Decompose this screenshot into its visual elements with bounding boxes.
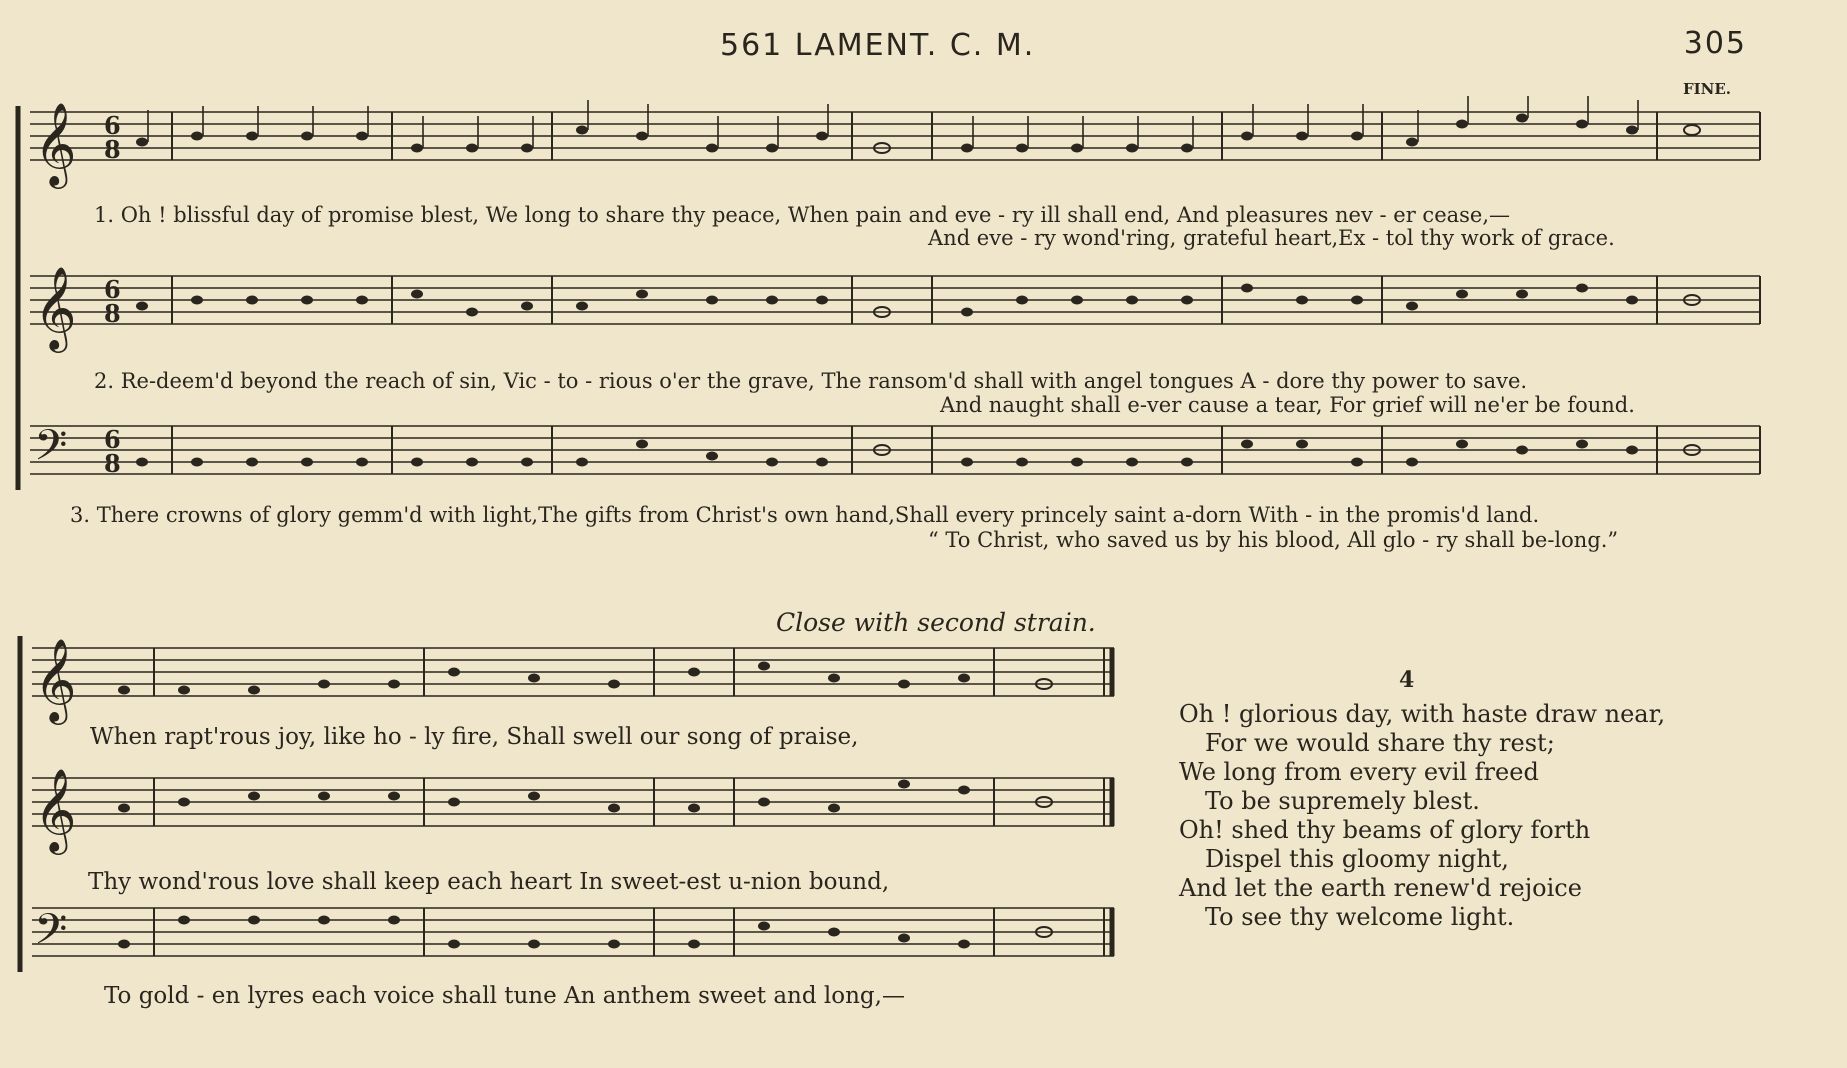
treble-staff-2	[30, 276, 1760, 324]
system-2-lyric-line-3: To gold - en lyres each voice shall tune An anthem sweet and long,—	[104, 983, 905, 1009]
performance-direction: Close with second strain.	[776, 608, 1096, 637]
staff-system-1	[12, 96, 1772, 496]
verse-1-line-2: And eve - ry wond'ring, grateful heart,Ex - tol thy work of grace.	[928, 226, 1615, 250]
bass-staff	[32, 908, 1114, 956]
svg-text:8: 8	[104, 449, 121, 478]
verse-1-line-1: 1. Oh ! blissful day of promise blest, We long to share thy peace, When pain and eve - ry ill shall end, And pleasures nev - er cease,—	[94, 203, 1511, 227]
treble-clef-icon: 𝄞	[34, 637, 77, 721]
svg-text:8: 8	[104, 299, 121, 328]
bass-clef-icon: 𝄢	[34, 421, 68, 481]
fine-mark: FINE.	[1683, 80, 1732, 98]
stanza-line: We long from every evil freed	[1179, 758, 1539, 786]
treble-clef-icon: 𝄞	[34, 101, 77, 185]
treble-clef-icon: 𝄞	[34, 265, 77, 349]
hymn-title: 561 LAMENT. C. M.	[720, 28, 1036, 63]
stanza-4	[1179, 700, 1665, 932]
svg-text:8: 8	[104, 135, 121, 164]
stanza-line: Oh! shed thy beams of glory forth	[1179, 816, 1591, 844]
treble-staff-1	[30, 112, 1760, 160]
svg-text:6: 6	[104, 275, 121, 304]
system-2-lyric-line-1: When rapt'rous joy, like ho - ly fire, Shall swell our song of praise,	[90, 724, 859, 750]
verse-3-line-2: “ To Christ, who saved us by his blood, All glo - ry shall be-long.”	[928, 528, 1619, 552]
bass-clef-icon: 𝄢	[34, 905, 68, 965]
note-heads	[118, 662, 1052, 949]
treble-staff-2	[32, 778, 1114, 826]
stanza-line: Dispel this gloomy night,	[1205, 845, 1509, 873]
bass-staff	[30, 426, 1760, 474]
stanza-line: To see thy welcome light.	[1205, 903, 1515, 931]
stanza-line: For we would share thy rest;	[1205, 729, 1555, 757]
svg-text:6: 6	[104, 425, 121, 454]
svg-text:6: 6	[104, 111, 121, 140]
staff-system-2	[14, 636, 1124, 976]
verse-2-line-1: 2. Re-deem'd beyond the reach of sin, Vic - to - rious o'er the grave, The ransom'd shall with angel tongues A - dore thy power to save.	[94, 369, 1528, 393]
page-number: 305	[1683, 26, 1747, 61]
stanza-line: To be supremely blest.	[1205, 787, 1480, 815]
stanza-line: Oh ! glorious day, with haste draw near,	[1179, 700, 1666, 728]
stanza-line: And let the earth renew'd rejoice	[1179, 874, 1582, 902]
stanza-4-number: 4	[1399, 667, 1415, 693]
verse-2-line-2: And naught shall e-ver cause a tear, For grief will ne'er be found.	[940, 393, 1635, 417]
system-2-lyric-line-2: Thy wond'rous love shall keep each heart In sweet-est u-nion bound,	[88, 869, 890, 895]
treble-staff-1	[32, 648, 1114, 696]
verse-3-line-1: 3. There crowns of glory gemm'd with light,The gifts from Christ's own hand,Shall every princely saint a-dorn With - in the promis'd land.	[70, 503, 1540, 527]
treble-clef-icon: 𝄞	[34, 767, 77, 851]
